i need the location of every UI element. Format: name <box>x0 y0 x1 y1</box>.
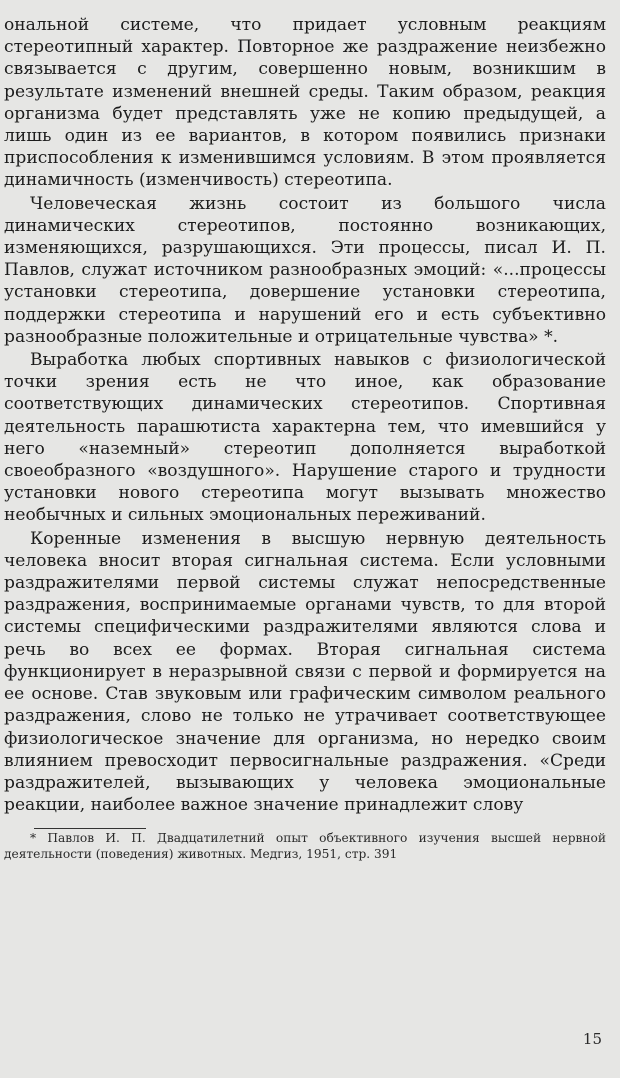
paragraph-second-signal-system: Коренные изменения в высшую нервную деятельность человека вносит вторая сигнальная система. Если условными раздражителями первой системы служат непосредственные раздражения, воспринимаемые органами чувств, то для второй системы специфическими раздражителями являются слова и речь во всех ее формах. Вторая сигнальная система функционирует в неразрывной связи с первой и формируется на ее основе. Став звуковым или графическим символом реального раздражения, слово не только не утрачивает соответствующее физиологическое значение для организма, но нередко своим влиянием превосходит первосигнальные раздражения. «Среди раздражителей, вызывающих у человека эмоциональные реакции, наиболее важное значение принадлежит слову <box>4 528 606 816</box>
footnote: * Павлов И. П. Двадцатилетний опыт объективного изучения высшей нервной деятельности (поведения) животных. Медгиз, 1951, стр. 391 <box>4 831 606 861</box>
page-number: 15 <box>582 1030 602 1048</box>
paragraph-sport-skills: Выработка любых спортивных навыков с физиологической точки зрения есть не что иное, как образование соответствующих динамических стереотипов. Спортивная деятельность парашютиста характерна тем, что имевшийся у него «наземный» стереотип дополняется выработкой своеобразного «воздушного». Нарушение старого и трудности установки нового стереотипа могут вызывать множество необычных и сильных эмоциональных переживаний. <box>4 350 606 526</box>
footnote-divider <box>34 828 146 829</box>
paragraph-continuation: ональной системе, что придает условным реакциям стереотипный характер. Повторное же раздражение неизбежно связывается с другим, совершенно новым, возникшим в результате изменений внешней среды. Таким образом, реакция организма будет представлять уже не копию предыдущей, а лишь один из ее вариантов, в котором появились признаки приспособления к изменившимся условиям. В этом проявляется динамичность (изменчивость) стереотипа. <box>4 15 606 191</box>
paragraph-human-life: Человеческая жизнь состоит из большого числа динамических стереотипов, постоянно возникающих, изменяющихся, разрушающихся. Эти процессы, писал И. П. Павлов, служат источником разнообразных эмоций: «...процессы установки стереотипа, довершение установки стереотипа, поддержки стереотипа и нарушений его и есть субъективно разнообразные положительные и отрицательные чувства» *. <box>4 193 606 347</box>
